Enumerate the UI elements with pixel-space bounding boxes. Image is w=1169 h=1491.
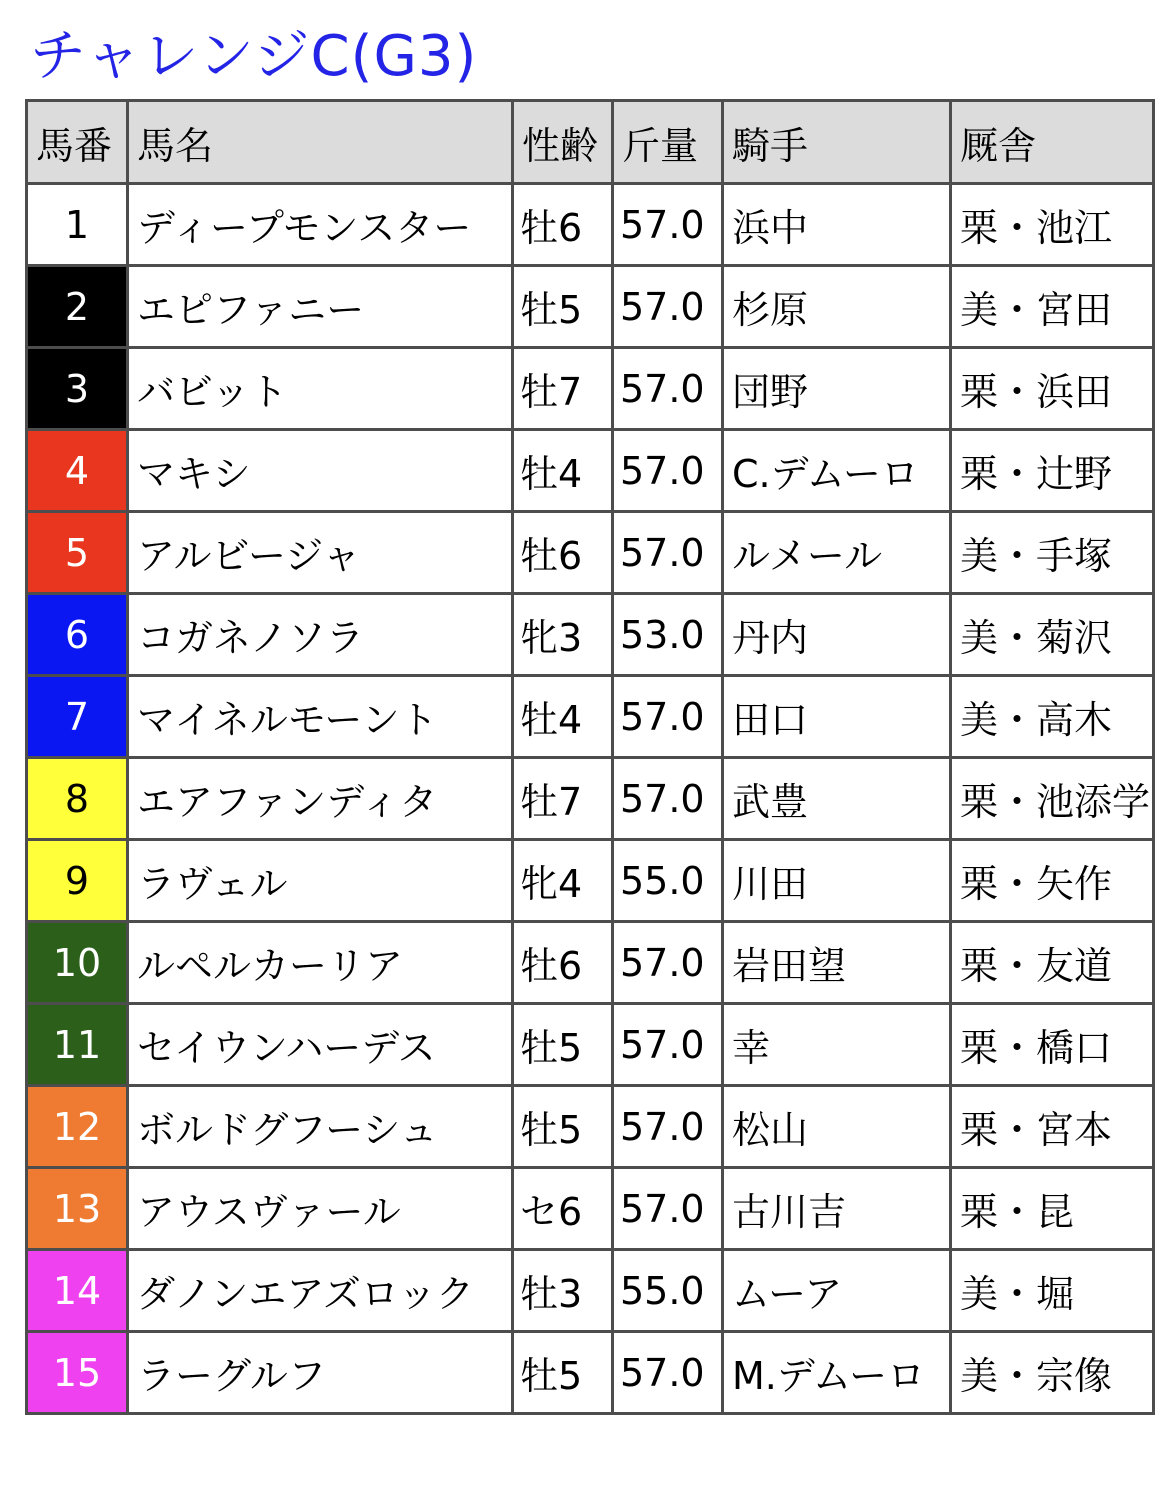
jockey-cell: 岩田望 xyxy=(723,922,951,1004)
jockey-cell: 浜中 xyxy=(723,184,951,266)
horse-name-cell: マイネルモーント xyxy=(128,676,513,758)
stable-cell: 栗・辻野 xyxy=(951,430,1154,512)
sex-age-cell: 牡6 xyxy=(513,512,613,594)
horse-number-cell: 4 xyxy=(27,430,128,512)
header-stable: 厩舎 xyxy=(951,101,1154,184)
jockey-cell: 丹内 xyxy=(723,594,951,676)
sex-age-cell: 牡5 xyxy=(513,1004,613,1086)
table-row xyxy=(27,266,1154,348)
stable-cell: 栗・昆 xyxy=(951,1168,1154,1250)
horse-number-cell: 10 xyxy=(27,922,128,1004)
sex-age-cell: 牡6 xyxy=(513,922,613,1004)
table-row xyxy=(27,594,1154,676)
horse-number-cell: 8 xyxy=(27,758,128,840)
sex-age-cell: 牝3 xyxy=(513,594,613,676)
horse-number-cell: 14 xyxy=(27,1250,128,1332)
horse-name-cell: ダノンエアズロック xyxy=(128,1250,513,1332)
jockey-cell: 古川吉 xyxy=(723,1168,951,1250)
weight-cell: 57.0 xyxy=(613,184,723,266)
jockey-cell: 松山 xyxy=(723,1086,951,1168)
horse-number-cell: 3 xyxy=(27,348,128,430)
stable-cell: 美・堀 xyxy=(951,1250,1154,1332)
entry-table xyxy=(25,99,1155,1415)
jockey-cell: 川田 xyxy=(723,840,951,922)
horse-name-cell: ラーグルフ xyxy=(128,1332,513,1414)
stable-cell: 栗・池添学 xyxy=(951,758,1154,840)
horse-number-cell: 9 xyxy=(27,840,128,922)
sex-age-cell: 牡4 xyxy=(513,430,613,512)
jockey-cell: ムーア xyxy=(723,1250,951,1332)
header-sex-age: 性齢 xyxy=(513,101,613,184)
weight-cell: 57.0 xyxy=(613,1004,723,1086)
stable-cell: 美・宗像 xyxy=(951,1332,1154,1414)
sex-age-cell: 牡5 xyxy=(513,1086,613,1168)
weight-cell: 57.0 xyxy=(613,922,723,1004)
weight-cell: 55.0 xyxy=(613,840,723,922)
weight-cell: 57.0 xyxy=(613,430,723,512)
stable-cell: 美・宮田 xyxy=(951,266,1154,348)
jockey-cell: 団野 xyxy=(723,348,951,430)
horse-name-cell: アルビージャ xyxy=(128,512,513,594)
table-row xyxy=(27,1004,1154,1086)
jockey-cell: 田口 xyxy=(723,676,951,758)
sex-age-cell: 牡3 xyxy=(513,1250,613,1332)
horse-name-cell: ディープモンスター xyxy=(128,184,513,266)
table-row xyxy=(27,1086,1154,1168)
stable-cell: 栗・浜田 xyxy=(951,348,1154,430)
horse-name-cell: ボルドグフーシュ xyxy=(128,1086,513,1168)
table-row xyxy=(27,1168,1154,1250)
horse-name-cell: セイウンハーデス xyxy=(128,1004,513,1086)
weight-cell: 57.0 xyxy=(613,1168,723,1250)
weight-cell: 57.0 xyxy=(613,512,723,594)
jockey-cell: 武豊 xyxy=(723,758,951,840)
horse-name-cell: エピファニー xyxy=(128,266,513,348)
horse-name-cell: ルペルカーリア xyxy=(128,922,513,1004)
jockey-cell: 幸 xyxy=(723,1004,951,1086)
table-row xyxy=(27,184,1154,266)
jockey-cell: 杉原 xyxy=(723,266,951,348)
weight-cell: 57.0 xyxy=(613,348,723,430)
table-row xyxy=(27,840,1154,922)
table-row xyxy=(27,758,1154,840)
stable-cell: 栗・宮本 xyxy=(951,1086,1154,1168)
horse-name-cell: コガネノソラ xyxy=(128,594,513,676)
jockey-cell: ルメール xyxy=(723,512,951,594)
horse-name-cell: ラヴェル xyxy=(128,840,513,922)
sex-age-cell: 牡5 xyxy=(513,1332,613,1414)
weight-cell: 57.0 xyxy=(613,1332,723,1414)
horse-number-cell: 11 xyxy=(27,1004,128,1086)
weight-cell: 57.0 xyxy=(613,266,723,348)
horse-number-cell: 2 xyxy=(27,266,128,348)
weight-cell: 55.0 xyxy=(613,1250,723,1332)
jockey-cell: M.デムーロ xyxy=(723,1332,951,1414)
horse-number-cell: 13 xyxy=(27,1168,128,1250)
table-row xyxy=(27,512,1154,594)
stable-cell: 栗・友道 xyxy=(951,922,1154,1004)
header-jockey: 騎手 xyxy=(723,101,951,184)
stable-cell: 栗・矢作 xyxy=(951,840,1154,922)
horse-name-cell: マキシ xyxy=(128,430,513,512)
horse-number-cell: 7 xyxy=(27,676,128,758)
table-row xyxy=(27,1332,1154,1414)
table-row xyxy=(27,430,1154,512)
horse-name-cell: バビット xyxy=(128,348,513,430)
table-header-row xyxy=(27,101,1154,184)
horse-number-cell: 5 xyxy=(27,512,128,594)
stable-cell: 美・菊沢 xyxy=(951,594,1154,676)
table-row xyxy=(27,922,1154,1004)
sex-age-cell: 牡6 xyxy=(513,184,613,266)
sex-age-cell: 牡4 xyxy=(513,676,613,758)
weight-cell: 57.0 xyxy=(613,676,723,758)
sex-age-cell: 牡5 xyxy=(513,266,613,348)
weight-cell: 53.0 xyxy=(613,594,723,676)
sex-age-cell: セ6 xyxy=(513,1168,613,1250)
header-horse-name: 馬名 xyxy=(128,101,513,184)
stable-cell: 栗・橋口 xyxy=(951,1004,1154,1086)
horse-number-cell: 1 xyxy=(27,184,128,266)
stable-cell: 栗・池江 xyxy=(951,184,1154,266)
table-row xyxy=(27,348,1154,430)
table-row xyxy=(27,676,1154,758)
weight-cell: 57.0 xyxy=(613,758,723,840)
header-weight: 斤量 xyxy=(613,101,723,184)
sex-age-cell: 牡7 xyxy=(513,758,613,840)
weight-cell: 57.0 xyxy=(613,1086,723,1168)
sex-age-cell: 牡7 xyxy=(513,348,613,430)
sex-age-cell: 牝4 xyxy=(513,840,613,922)
stable-cell: 美・手塚 xyxy=(951,512,1154,594)
table-row xyxy=(27,1250,1154,1332)
horse-number-cell: 6 xyxy=(27,594,128,676)
page-title: チャレンジC(G3) xyxy=(30,24,478,89)
stable-cell: 美・高木 xyxy=(951,676,1154,758)
horse-name-cell: エアファンディタ xyxy=(128,758,513,840)
horse-number-cell: 12 xyxy=(27,1086,128,1168)
jockey-cell: C.デムーロ xyxy=(723,430,951,512)
horse-number-cell: 15 xyxy=(27,1332,128,1414)
horse-name-cell: アウスヴァール xyxy=(128,1168,513,1250)
header-number: 馬番 xyxy=(27,101,128,184)
